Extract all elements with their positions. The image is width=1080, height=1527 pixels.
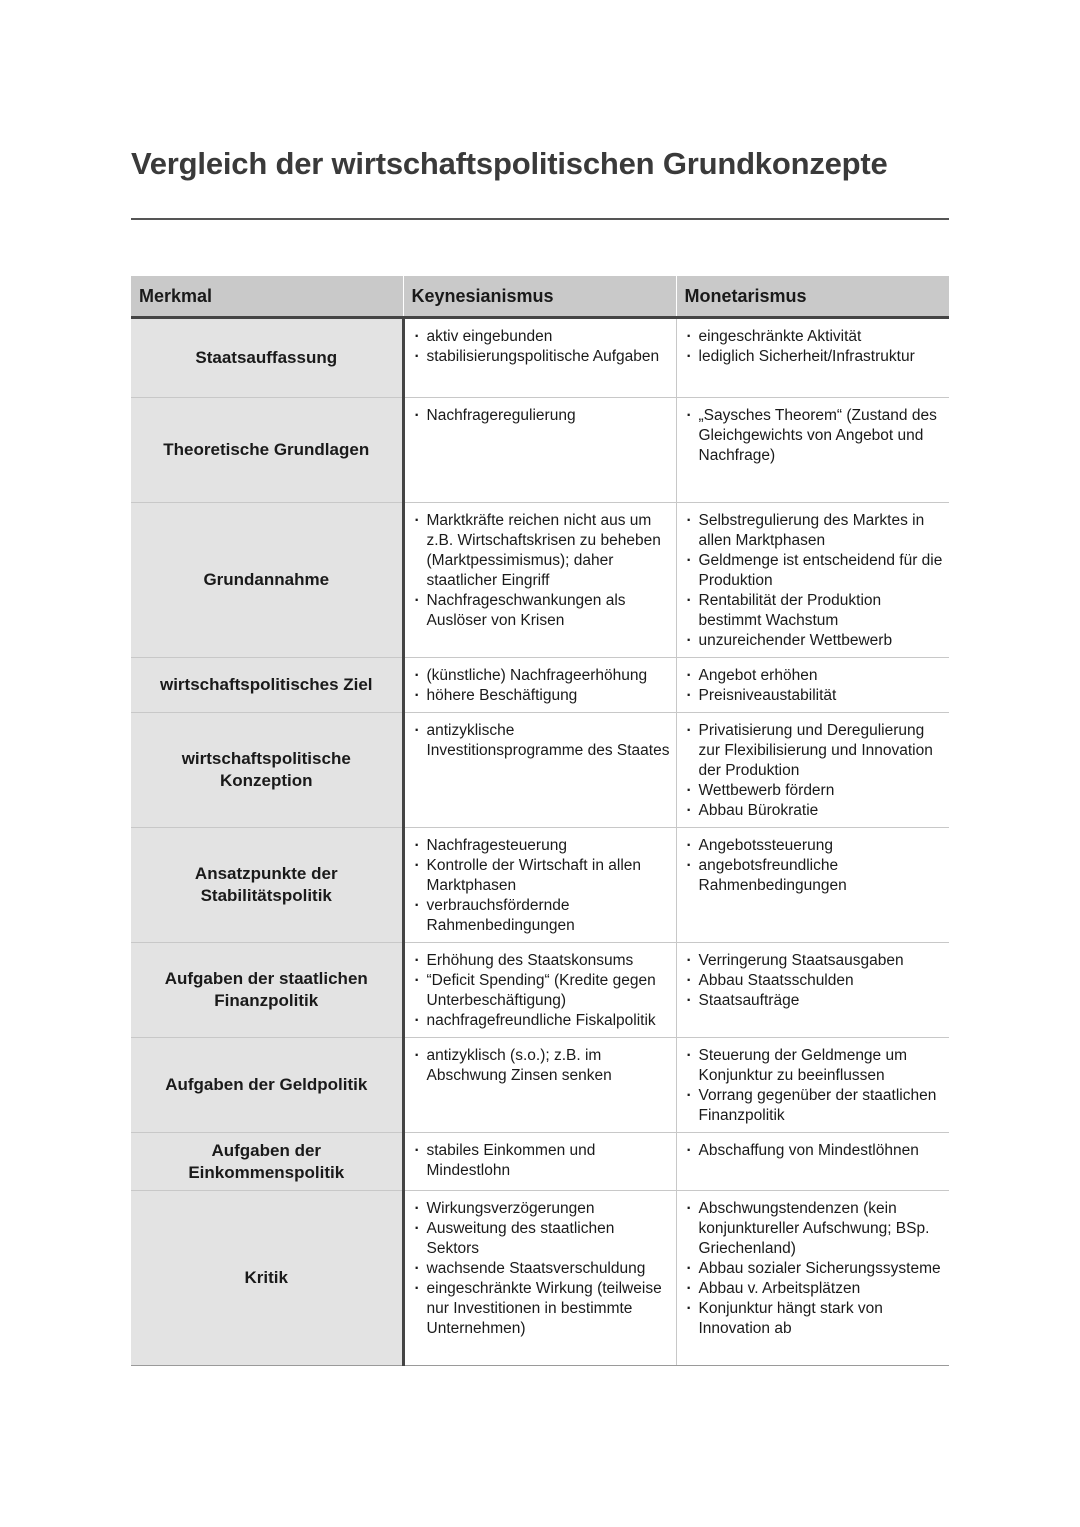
bullet-item: · Abbau Staatsschulden [685,971,944,991]
bullet-item: · Ausweitung des staatlichen Sektors [413,1219,670,1259]
bullet-item: · angebotsfreundliche Rahmenbedingungen [685,856,944,896]
feature-cell: Kritik [131,1191,403,1366]
monetarismus-cell [676,943,949,1038]
bullet-item: · Abbau sozialer Sicherungssysteme [685,1259,944,1279]
table-row [131,1133,949,1191]
bullet-item: · Selbstregulierung des Marktes in allen Marktphasen [685,511,944,551]
header-monetarismus: Monetarismus [676,276,949,318]
monetarismus-cell [676,398,949,503]
keynesianismus-cell [403,398,676,503]
bullet-item: · Vorrang gegenüber der staatlichen Finanzpolitik [685,1086,944,1126]
bullet-item: · “Deficit Spending“ (Kredite gegen Unterbeschäftigung) [413,971,670,1011]
monetarismus-cell [676,503,949,658]
bullet-item: · Privatisierung und Deregulierung zur Flexibilisierung und Innovation der Produktion [685,721,944,781]
table-row [131,318,949,398]
bullet-list [413,327,670,367]
monetarismus-cell [676,658,949,713]
feature-cell: Aufgaben der Einkommenspolitik [131,1133,403,1191]
bullet-list [413,836,670,936]
bullet-list [413,406,670,426]
feature-cell: Ansatzpunkte der Stabilitätspolitik [131,828,403,943]
monetarismus-cell [676,713,949,828]
bullet-item: · Abbau v. Arbeitsplätzen [685,1279,944,1299]
table-row [131,658,949,713]
bullet-item: · Nachfrageschwankungen als Auslöser von Krisen [413,591,670,631]
table-row [131,713,949,828]
bullet-item: · wachsende Staatsverschuldung [413,1259,670,1279]
monetarismus-cell [676,1133,949,1191]
bullet-item: · (künstliche) Nachfrageerhöhung [413,666,670,686]
bullet-item: · höhere Beschäftigung [413,686,670,706]
page-title: Vergleich der wirtschaftspolitischen Grundkonzepte [131,146,888,181]
bullet-list [685,951,944,1011]
bullet-item: · eingeschränkte Aktivität [685,327,944,347]
feature-cell: wirtschaftspolitische Konzeption [131,713,403,828]
bullet-list [685,666,944,706]
header-keynesianismus: Keynesianismus [403,276,676,318]
bullet-item: · Nachfrageregulierung [413,406,670,426]
keynesianismus-cell [403,503,676,658]
keynesianismus-cell [403,713,676,828]
bullet-item: · Rentabilität der Produktion bestimmt Wachstum [685,591,944,631]
bullet-list [685,836,944,896]
keynesianismus-cell [403,318,676,398]
header-merkmal: Merkmal [131,276,403,318]
monetarismus-cell [676,1191,949,1366]
bullet-item: · Marktkräfte reichen nicht aus um z.B. Wirtschaftskrisen zu beheben (Marktpessimismus); daher staatlicher Eingriff [413,511,670,591]
bullet-list [685,511,944,651]
bullet-list [413,666,670,706]
comparison-table [131,276,949,1366]
bullet-item: · Angebot erhöhen [685,666,944,686]
bullet-item: · antizyklisch (s.o.); z.B. im Abschwung Zinsen senken [413,1046,670,1086]
bullet-item: · Abschaffung von Mindestlöhnen [685,1141,944,1161]
bullet-list [685,1141,944,1161]
bullet-item: · nachfragefreundliche Fiskalpolitik [413,1011,670,1031]
bullet-list [413,721,670,761]
feature-cell: Staatsauffassung [131,318,403,398]
keynesianismus-cell [403,658,676,713]
bullet-item: · eingeschränkte Wirkung (teilweise nur Investitionen in bestimmte Unternehmen) [413,1279,670,1339]
bullet-item: · Steuerung der Geldmenge um Konjunktur zu beeinflussen [685,1046,944,1086]
bullet-item: · verbrauchsfördernde Rahmenbedingungen [413,896,670,936]
bullet-item: · Angebotssteuerung [685,836,944,856]
bullet-item: · Wettbewerb fördern [685,781,944,801]
bullet-list [413,511,670,631]
table-row [131,828,949,943]
table-row [131,503,949,658]
bullet-list [685,327,944,367]
table-row [131,398,949,503]
header-row [131,276,949,318]
bullet-item: · Geldmenge ist entscheidend für die Produktion [685,551,944,591]
bullet-item: · Nachfragesteuerung [413,836,670,856]
bullet-item: · antizyklische Investitionsprogramme des Staates [413,721,670,761]
bullet-item: · Verringerung Staatsausgaben [685,951,944,971]
bullet-list [413,951,670,1031]
bullet-list [685,1046,944,1126]
monetarismus-cell [676,828,949,943]
keynesianismus-cell [403,1133,676,1191]
table-row [131,943,949,1038]
feature-cell: Aufgaben der staatlichen Finanzpolitik [131,943,403,1038]
table-row [131,1038,949,1133]
monetarismus-cell [676,318,949,398]
bullet-item: · aktiv eingebunden [413,327,670,347]
bullet-item: · Erhöhung des Staatskonsums [413,951,670,971]
table-row [131,1191,949,1366]
keynesianismus-cell [403,943,676,1038]
keynesianismus-cell [403,828,676,943]
bullet-item: · Abschwungstendenzen (kein konjunktureller Aufschwung; BSp. Griechenland) [685,1199,944,1259]
bullet-list [685,721,944,821]
bullet-item: · Kontrolle der Wirtschaft in allen Marktphasen [413,856,670,896]
bullet-list [685,1199,944,1339]
title-divider [131,218,949,220]
feature-cell: Aufgaben der Geldpolitik [131,1038,403,1133]
bullet-item: · Konjunktur hängt stark von Innovation ab [685,1299,944,1339]
bullet-item: · „Saysches Theorem“ (Zustand des Gleichgewichts von Angebot und Nachfrage) [685,406,944,466]
feature-cell: Theoretische Grundlagen [131,398,403,503]
feature-cell: wirtschaftspolitisches Ziel [131,658,403,713]
keynesianismus-cell [403,1038,676,1133]
bullet-item: · Abbau Bürokratie [685,801,944,821]
table-header [131,276,949,318]
bullet-item: · Preisniveaustabilität [685,686,944,706]
monetarismus-cell [676,1038,949,1133]
bullet-item: · unzureichender Wettbewerb [685,631,944,651]
bullet-item: · Staatsaufträge [685,991,944,1011]
keynesianismus-cell [403,1191,676,1366]
bullet-list [413,1141,670,1181]
bullet-list [685,406,944,466]
bullet-item: · lediglich Sicherheit/Infrastruktur [685,347,944,367]
table-body [131,318,949,1366]
bullet-list [413,1199,670,1339]
bullet-item: · Wirkungsverzögerungen [413,1199,670,1219]
bullet-item: · stabilisierungspolitische Aufgaben [413,347,670,367]
feature-cell: Grundannahme [131,503,403,658]
bullet-item: · stabiles Einkommen und Mindestlohn [413,1141,670,1181]
bullet-list [413,1046,670,1086]
